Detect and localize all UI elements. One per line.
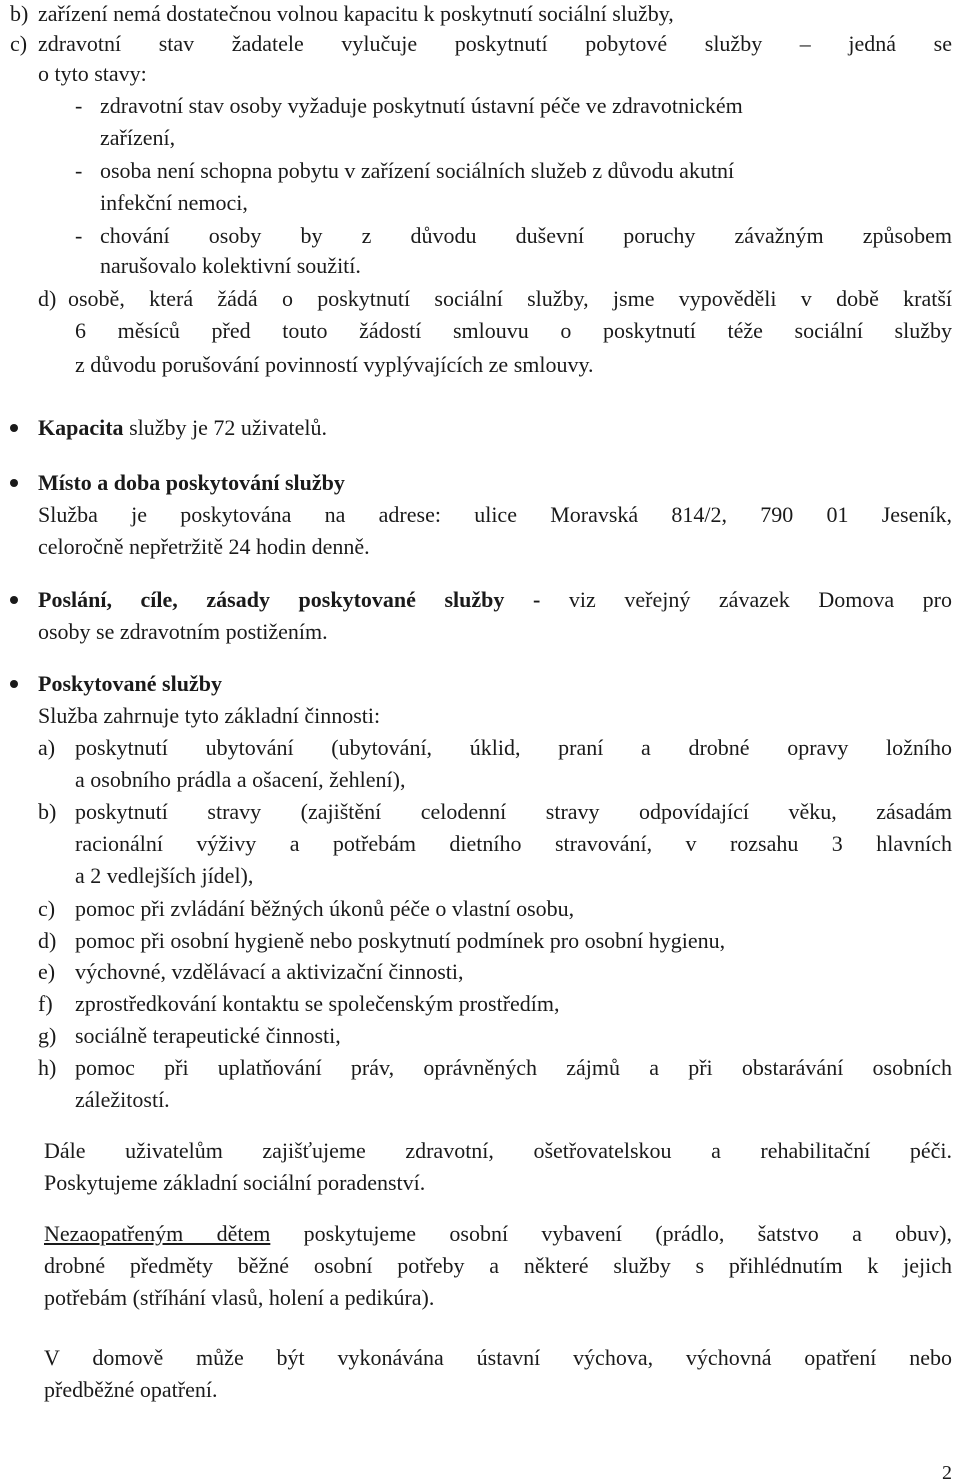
sub-item-2-line2: infekční nemoci, [100, 190, 248, 215]
education-line2: předběžné opatření. [44, 1377, 218, 1402]
criterion-b-text: zařízení nemá dostatečnou volnou kapacitu k poskytnutí sociální služby, [38, 1, 674, 26]
service-b-line2: racionální výživy a potřebám dietního stravování, v rozsahu 3 hlavních [75, 831, 952, 856]
criterion-c-line1: zdravotní stav žadatele vylučuje poskytnutí pobytové služby – jedná se [38, 31, 952, 56]
service-d-line1: pomoc při osobní hygieně nebo poskytnutí podmínek pro osobní hygienu, [75, 928, 726, 953]
service-g-label: g) [38, 1023, 57, 1048]
criterion-d-line3: z důvodu porušování povinností vyplývajících ze smlouvy. [75, 352, 594, 377]
page-number: 2 [942, 1462, 952, 1484]
criterion-d-label: d) [38, 286, 57, 311]
mission-line2: osoby se zdravotním postižením. [38, 619, 328, 644]
service-b-line1: poskytnutí stravy (zajištění celodenní stravy odpovídající věku, zásadám [75, 799, 952, 824]
service-g-line1: sociálně terapeutické činnosti, [75, 1023, 341, 1048]
criterion-c-label: c) [10, 31, 28, 56]
sub-dash-2: - [75, 158, 83, 183]
place-heading: Místo a doba poskytování služby [38, 470, 345, 495]
service-e-label: e) [38, 959, 56, 984]
children-line1 [44, 1219, 952, 1249]
bullet-place [10, 479, 18, 487]
service-c-line1: pomoc při zvládání běžných úkonů péče o vlastní osobu, [75, 896, 575, 921]
criterion-c-line2: o tyto stavy: [38, 61, 147, 86]
service-e-line1: výchovné, vzdělávací a aktivizační činnosti, [75, 959, 464, 984]
criterion-d-line2: 6 měsíců před touto žádostí smlouvu o poskytnutí téže sociální služby [75, 318, 952, 343]
sub-dash-1: - [75, 93, 83, 118]
education-line1: V domově může být vykonávána ústavní výchova, výchovná opatření nebo [44, 1345, 952, 1370]
criterion-d-line1: osobě, která žádá o poskytnutí sociální služby, jsme vypověděli v době kratší [68, 286, 952, 311]
sub-item-2-line1: osoba není schopna pobytu v zařízení sociálních služeb z důvodu akutní [100, 158, 735, 183]
capacity-rest: služby je 72 uživatelů. [123, 415, 328, 440]
mission-line1 [38, 585, 952, 615]
sub-item-1-line2: zařízení, [100, 125, 176, 150]
bullet-services [10, 680, 18, 688]
criterion-b-label: b) [10, 1, 29, 26]
service-b-line3: a 2 vedlejších jídel), [75, 863, 254, 888]
place-line2: celoročně nepřetržitě 24 hodin denně. [38, 534, 370, 559]
service-h-line2: záležitostí. [75, 1087, 170, 1112]
service-a-line1: poskytnutí ubytování (ubytování, úklid, praní a drobné opravy ložního [75, 735, 952, 760]
service-h-line1: pomoc při uplatňování práv, oprávněných zájmů a při obstarávání osobních [75, 1055, 952, 1080]
service-a-label: a) [38, 735, 56, 760]
service-b-label: b) [38, 799, 57, 824]
service-a-line2: a osobního prádla a ošacení, žehlení), [75, 767, 406, 792]
bullet-capacity [10, 424, 18, 432]
children-line3: potřebám (stříhání vlasů, holení a pedikúra). [44, 1285, 435, 1310]
services-heading: Poskytované služby [38, 671, 222, 696]
children-underlined: Nezaopatřeným dětem [44, 1221, 271, 1246]
services-intro: Služba zahrnuje tyto základní činnosti: [38, 703, 381, 728]
service-h-label: h) [38, 1055, 57, 1080]
service-d-label: d) [38, 928, 57, 953]
bullet-mission [10, 596, 18, 604]
capacity-bold: Kapacita [38, 415, 124, 440]
care-line1: Dále uživatelům zajišťujeme zdravotní, ošetřovatelskou a rehabilitační péči. [44, 1138, 952, 1163]
service-c-label: c) [38, 896, 56, 921]
mission-rest: viz veřejný závazek Domova pro [540, 587, 952, 612]
service-f-line1: zprostředkování kontaktu se společenským prostředím, [75, 991, 560, 1016]
children-line2: drobné předměty běžné osobní potřeby a některé služby s přihlédnutím k jejich [44, 1253, 952, 1278]
service-f-label: f) [38, 991, 53, 1016]
sub-dash-3: - [75, 223, 83, 248]
capacity-line [38, 413, 327, 443]
sub-item-3-line1: chování osoby by z důvodu duševní poruchy závažným způsobem [100, 223, 952, 248]
sub-item-3-line2: narušovalo kolektivní soužití. [100, 253, 361, 278]
children-rest: poskytujeme osobní vybavení (prádlo, šatstvo a obuv), [270, 1221, 952, 1246]
place-line1: Služba je poskytována na adrese: ulice Moravská 814/2, 790 01 Jeseník, [38, 502, 952, 527]
care-line2: Poskytujeme základní sociální poradenství. [44, 1170, 426, 1195]
sub-item-1-line1: zdravotní stav osoby vyžaduje poskytnutí ústavní péče ve zdravotnickém [100, 93, 743, 118]
mission-bold: Poslání, cíle, zásady poskytované služby - [38, 587, 541, 612]
